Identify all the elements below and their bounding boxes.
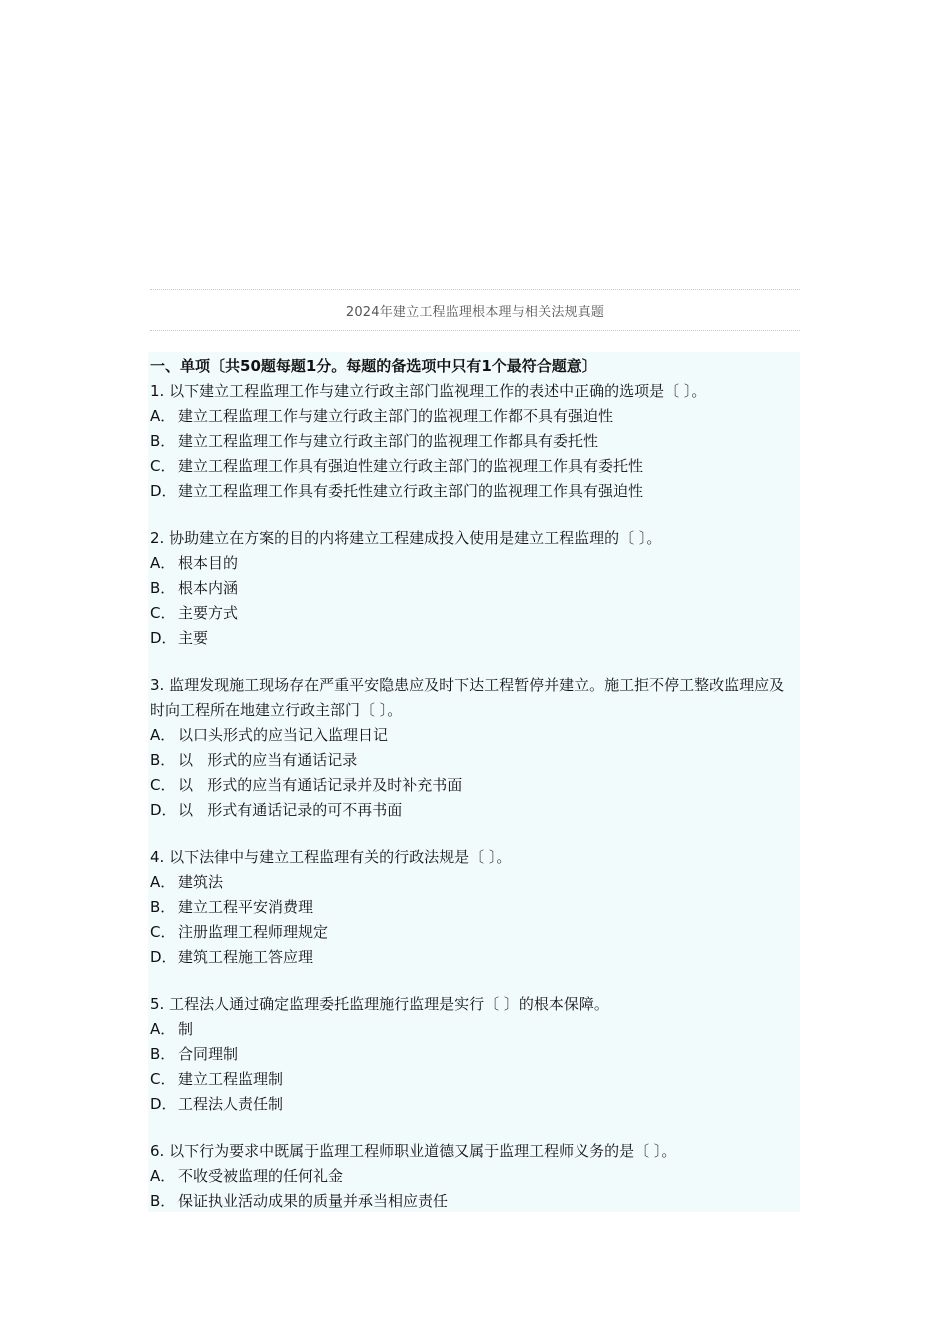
question-1 — [150, 379, 800, 504]
option-text: 合同理制 — [178, 1045, 239, 1063]
answer-option — [150, 479, 800, 504]
option-text: 建筑工程施工答应理 — [178, 948, 314, 966]
option-letter: B． — [150, 898, 176, 916]
option-text: 主要 — [178, 629, 209, 647]
option-text: 以 形式有通话记录的可不再书面 — [178, 801, 403, 819]
option-letter: B． — [150, 1192, 176, 1210]
option-letter: B． — [150, 1045, 176, 1063]
option-letter: D． — [150, 948, 177, 966]
option-letter: B． — [150, 751, 176, 769]
answer-option — [150, 945, 800, 970]
question-3 — [150, 673, 800, 823]
question-stem: 6. 以下行为要求中既属于监理工程师职业道德又属于监理工程师义务的是〔 〕。 — [150, 1142, 677, 1160]
question-6 — [150, 1139, 800, 1212]
question-panel — [148, 352, 800, 1212]
answer-option — [150, 429, 800, 454]
option-letter: A． — [150, 1020, 176, 1038]
answer-option — [150, 1092, 800, 1117]
option-text: 建立工程监理制 — [178, 1070, 284, 1088]
answer-option — [150, 1067, 800, 1092]
option-letter: A． — [150, 407, 176, 425]
answer-option — [150, 895, 800, 920]
answer-option — [150, 920, 800, 945]
option-text: 保证执业活动成果的质量并承当相应责任 — [178, 1192, 449, 1210]
option-text: 建立工程监理工作与建立行政主部门的监视理工作都不具有强迫性 — [178, 407, 614, 425]
option-letter: A． — [150, 554, 176, 572]
option-text: 建筑法 — [178, 873, 224, 891]
answer-option — [150, 773, 800, 798]
option-letter: A． — [150, 726, 176, 744]
question-stem: 4. 以下法律中与建立工程监理有关的行政法规是〔 〕。 — [150, 848, 512, 866]
option-text: 注册监理工程师理规定 — [178, 923, 329, 941]
answer-option — [150, 1017, 800, 1042]
option-letter: C． — [150, 776, 176, 794]
option-text: 根本内涵 — [178, 579, 239, 597]
option-text: 以 形式的应当有通话记录 — [178, 751, 358, 769]
answer-option — [150, 1042, 800, 1067]
option-letter: C． — [150, 457, 176, 475]
option-letter: A． — [150, 1167, 176, 1185]
option-text: 主要方式 — [178, 604, 239, 622]
option-text: 根本目的 — [178, 554, 239, 572]
option-letter: D． — [150, 801, 177, 819]
option-text: 建立工程平安消费理 — [178, 898, 314, 916]
question-list — [150, 379, 800, 1212]
option-letter: C． — [150, 1070, 176, 1088]
question-stem: 3. 监理发现施工现场存在严重平安隐患应及时下达工程暂停并建立。施工拒不停工整改监理应及时向工程所在地建立行政主部门〔 〕。 — [150, 676, 785, 719]
answer-option — [150, 404, 800, 429]
answer-option — [150, 798, 800, 823]
option-letter: C． — [150, 604, 176, 622]
option-text: 建立工程监理工作具有强迫性建立行政主部门的监视理工作具有委托性 — [178, 457, 644, 475]
option-letter: D． — [150, 482, 177, 500]
option-text: 以口头形式的应当记入监理日记 — [178, 726, 389, 744]
answer-option — [150, 454, 800, 479]
answer-option — [150, 1164, 800, 1189]
option-text: 建立工程监理工作具有委托性建立行政主部门的监视理工作具有强迫性 — [178, 482, 644, 500]
option-letter: B． — [150, 432, 176, 450]
document-title: 2024年建立工程监理根本理与相关法规真题 — [345, 304, 605, 320]
answer-option — [150, 626, 800, 651]
question-4 — [150, 845, 800, 970]
question-2 — [150, 526, 800, 651]
option-text: 不收受被监理的任何礼金 — [178, 1167, 344, 1185]
option-letter: A． — [150, 873, 176, 891]
option-letter: D． — [150, 629, 177, 647]
option-letter: B． — [150, 579, 176, 597]
section-heading: 一、单项〔共50题每题1分。每题的备选项中只有1个最符合题意〕 — [150, 357, 597, 375]
option-letter: C． — [150, 923, 176, 941]
question-stem: 1. 以下建立工程监理工作与建立行政主部门监视理工作的表述中正确的选项是〔 〕。 — [150, 382, 707, 400]
answer-option — [150, 870, 800, 895]
answer-option — [150, 576, 800, 601]
option-text: 工程法人责任制 — [178, 1095, 284, 1113]
answer-option — [150, 723, 800, 748]
question-stem: 5. 工程法人通过确定监理委托监理施行监理是实行〔 〕的根本保障。 — [150, 995, 609, 1013]
answer-option — [150, 601, 800, 626]
title-bar — [150, 289, 800, 331]
question-stem: 2. 协助建立在方案的目的内将建立工程建成投入使用是建立工程监理的〔 〕。 — [150, 529, 662, 547]
answer-option — [150, 551, 800, 576]
option-text: 建立工程监理工作与建立行政主部门的监视理工作都具有委托性 — [178, 432, 599, 450]
answer-option — [150, 1189, 800, 1212]
option-text: 制 — [178, 1020, 194, 1038]
answer-option — [150, 748, 800, 773]
question-5 — [150, 992, 800, 1117]
option-letter: D． — [150, 1095, 177, 1113]
option-text: 以 形式的应当有通话记录并及时补充书面 — [178, 776, 463, 794]
